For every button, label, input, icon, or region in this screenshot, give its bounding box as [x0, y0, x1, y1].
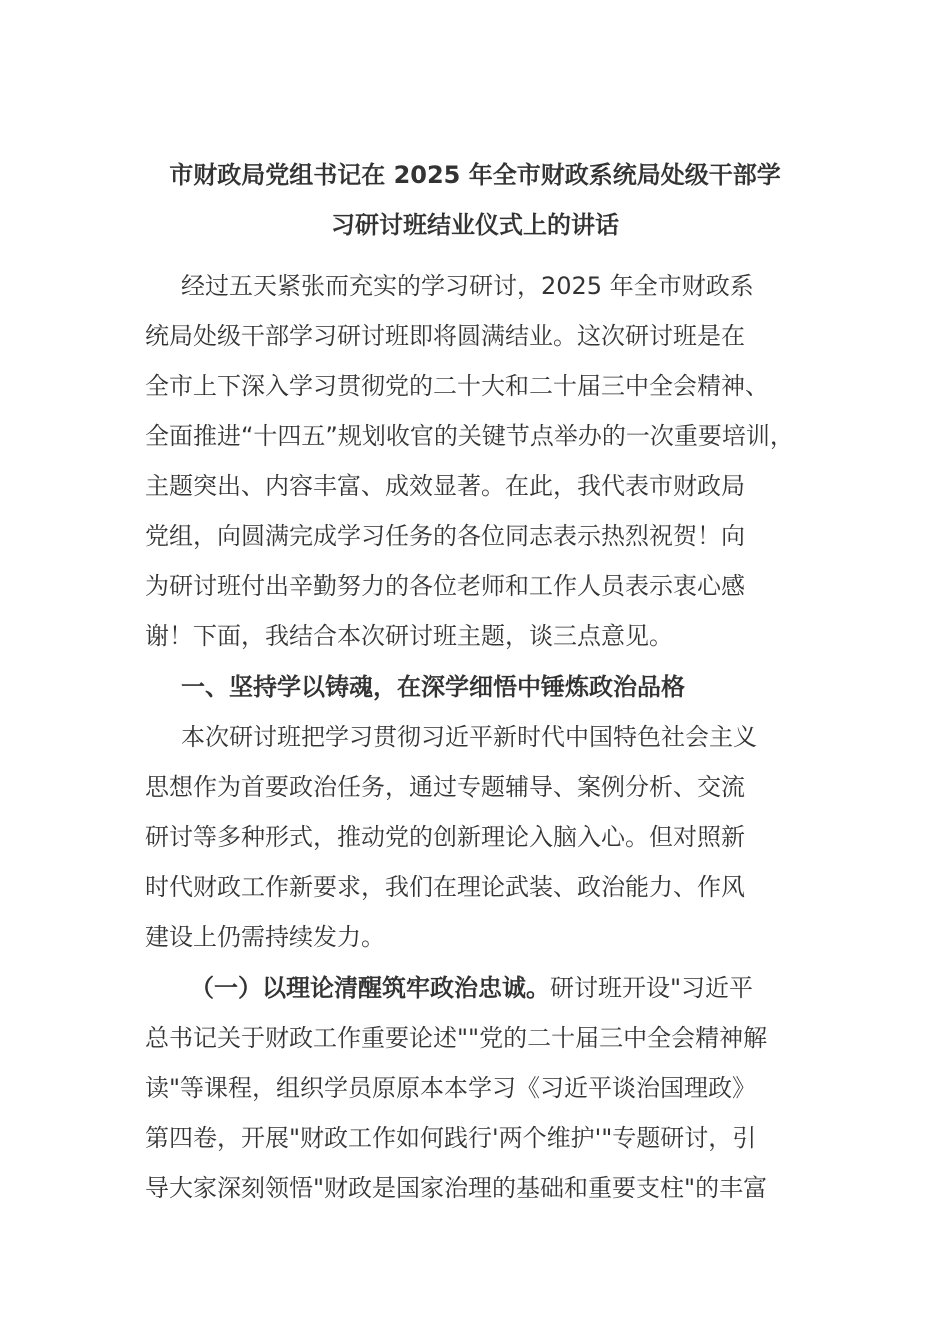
subsection-1-first-line-text: 研讨班开设"习近平 — [550, 974, 754, 1002]
section-1-heading: 一、坚持学以铸魂，在深学细悟中锤炼政治品格 — [181, 673, 685, 701]
intro-paragraph-line: 党组，向圆满完成学习任务的各位同志表示热烈祝贺！向 — [145, 522, 745, 550]
section-1-paragraph-line: 思想作为首要政治任务，通过专题辅导、案例分析、交流 — [145, 773, 745, 801]
intro-paragraph-line: 全面推进“十四五”规划收官的关键节点举办的一次重要培训， — [145, 422, 794, 450]
subsection-1-paragraph-line: 读"等课程，组织学员原原本本学习《习近平谈治国理政》 — [145, 1074, 757, 1102]
intro-paragraph-line: 经过五天紧张而充实的学习研讨，2025 年全市财政系 — [181, 272, 754, 300]
subsection-1-heading: （一）以理论清醒筑牢政治忠诚。 — [190, 974, 550, 1002]
subsection-1-paragraph-line: 导大家深刻领悟"财政是国家治理的基础和重要支柱"的丰富 — [145, 1174, 768, 1202]
document-title-line-2: 习研讨班结业仪式上的讲话 — [331, 211, 619, 239]
intro-paragraph-line: 为研讨班付出辛勤努力的各位老师和工作人员表示衷心感 — [145, 572, 745, 600]
section-1-paragraph-line: 本次研讨班把学习贯彻习近平新时代中国特色社会主义 — [181, 723, 757, 751]
intro-paragraph-line: 主题突出、内容丰富、成效显著。在此，我代表市财政局 — [145, 472, 745, 500]
document-title-line-1: 市财政局党组书记在 2025 年全市财政系统局处级干部学 — [169, 161, 781, 189]
section-1-paragraph-line: 时代财政工作新要求，我们在理论武装、政治能力、作风 — [145, 873, 745, 901]
intro-paragraph-line: 谢！下面，我结合本次研讨班主题，谈三点意见。 — [145, 622, 673, 650]
subsection-1-paragraph-line: 第四卷，开展"财政工作如何践行'两个维护'"专题研讨，引 — [145, 1124, 757, 1152]
intro-paragraph-line: 全市上下深入学习贯彻党的二十大和二十届三中全会精神、 — [145, 372, 769, 400]
section-1-paragraph-line: 建设上仍需持续发力。 — [145, 923, 385, 951]
subsection-1-paragraph-line: 总书记关于财政工作重要论述""党的二十届三中全会精神解 — [145, 1024, 768, 1052]
intro-paragraph-line: 统局处级干部学习研讨班即将圆满结业。这次研讨班是在 — [145, 322, 745, 350]
subsection-1-first-line — [190, 976, 753, 1000]
section-1-paragraph-line: 研讨等多种形式，推动党的创新理论入脑入心。但对照新 — [145, 823, 745, 851]
